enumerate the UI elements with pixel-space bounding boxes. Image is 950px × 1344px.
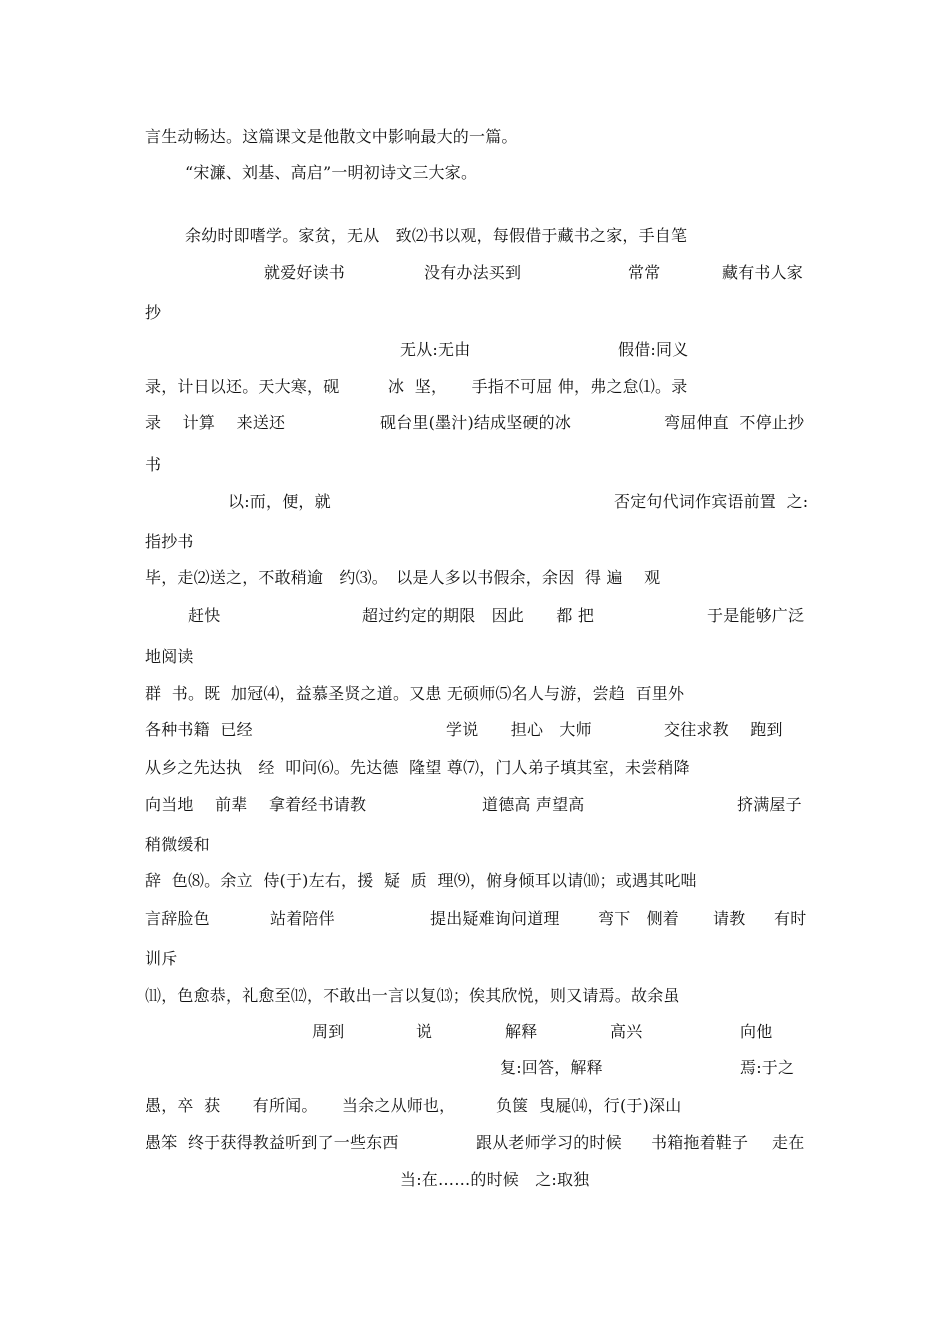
annotation: 说: [416, 1022, 433, 1041]
annotation: 砚台里(墨汁)结成坚硬的冰: [380, 413, 572, 432]
annotation: 学说 担心 大师: [446, 720, 592, 739]
annotation: 训斥: [145, 949, 178, 968]
annotation: 常常: [628, 263, 661, 282]
text-line: 愚，卒 获 有所闻。 当余之从师也， 负箧 曳屣⒁，行(于)深山: [145, 1096, 682, 1115]
annotation: 就爱好读书: [264, 263, 346, 282]
annotation: 指抄书: [145, 532, 194, 551]
annotation: 书箱拖着鞋子: [651, 1133, 749, 1152]
annotation: 解释: [505, 1022, 538, 1041]
annotation: 有时: [774, 909, 807, 928]
annotation: 提出疑难询问道理: [430, 909, 560, 928]
annotation: 交往求教 跑到: [664, 720, 783, 739]
text-line: “宋濂、刘基、高启”一明初诗文三大家。: [185, 163, 478, 182]
annotation: 以:而，便，就: [228, 492, 331, 511]
annotation: 假借:同义: [618, 340, 689, 359]
annotation: 周到: [312, 1022, 345, 1041]
annotation: 于是能够广泛: [707, 606, 805, 625]
annotation: 挤满屋子: [737, 795, 802, 814]
annotation: 愚笨 终于获得教益听到了一些东西: [145, 1133, 399, 1152]
text-line: 言生动畅达。这篇课文是他散文中影响最大的一篇。: [145, 127, 518, 146]
annotation: 向当地 前辈 拿着经书请教: [145, 795, 367, 814]
annotation: 藏有书人家: [722, 263, 804, 282]
annotation: 焉:于之: [740, 1058, 795, 1077]
annotation: 弯下 侧着: [598, 909, 680, 928]
annotation: 没有办法买到: [424, 263, 522, 282]
text-line: 辞 色⑻。余立 侍(于)左右，援 疑 质 理⑼，俯身倾耳以请⑽；或遇其叱咄: [145, 871, 697, 890]
annotation: 否定句代词作宾语前置 之:: [614, 492, 809, 511]
annotation: 地阅读: [145, 647, 194, 666]
annotation: 书: [145, 455, 162, 474]
annotation: 赶快: [188, 606, 221, 625]
annotation: 复:回答，解释: [500, 1058, 603, 1077]
text-line: ⑾，色愈恭，礼愈至⑿，不敢出一言以复⒀；俟其欣悦，则又请焉。故余虽: [145, 986, 680, 1005]
text-line: 毕，走⑵送之，不敢稍逾 约⑶。 以是人多以书假余，余因 得 遍 观: [145, 568, 661, 587]
annotation: 弯屈伸直 不停止抄: [664, 413, 805, 432]
text-line: 录，计日以还。天大寒，砚 冰 坚， 手指不可屈 伸，弗之怠⑴。录: [145, 377, 688, 396]
annotation: 录 计算 来送还: [145, 413, 286, 432]
text-line: 从乡之先达执 经 叩问⑹。先达德 隆望 尊⑺，门人弟子填其室，未尝稍降: [145, 758, 690, 777]
annotation: 无从:无由: [400, 340, 471, 359]
annotation: 高兴: [610, 1022, 643, 1041]
annotation: 抄: [145, 303, 162, 322]
annotation: 当:在……的时候 之:取独: [400, 1170, 590, 1189]
text-line: 余幼时即嗜学。家贫，无从 致⑵书以观，每假借于藏书之家，手自笔: [185, 226, 688, 245]
annotation: 超过约定的期限 因此 都 把: [362, 606, 595, 625]
annotation: 跟从老师学习的时候: [476, 1133, 622, 1152]
annotation: 言辞脸色: [145, 909, 210, 928]
annotation: 站着陪伴: [270, 909, 335, 928]
annotation: 走在: [772, 1133, 805, 1152]
annotation: 请教: [713, 909, 746, 928]
annotation: 各种书籍 已经: [145, 720, 253, 739]
annotation: 道德高 声望高: [482, 795, 585, 814]
text-line: 群 书。既 加冠⑷，益慕圣贤之道。又患 无硕师⑸名人与游，尝趋 百里外: [145, 684, 685, 703]
annotation: 向他: [740, 1022, 773, 1041]
annotation: 稍微缓和: [145, 835, 210, 854]
